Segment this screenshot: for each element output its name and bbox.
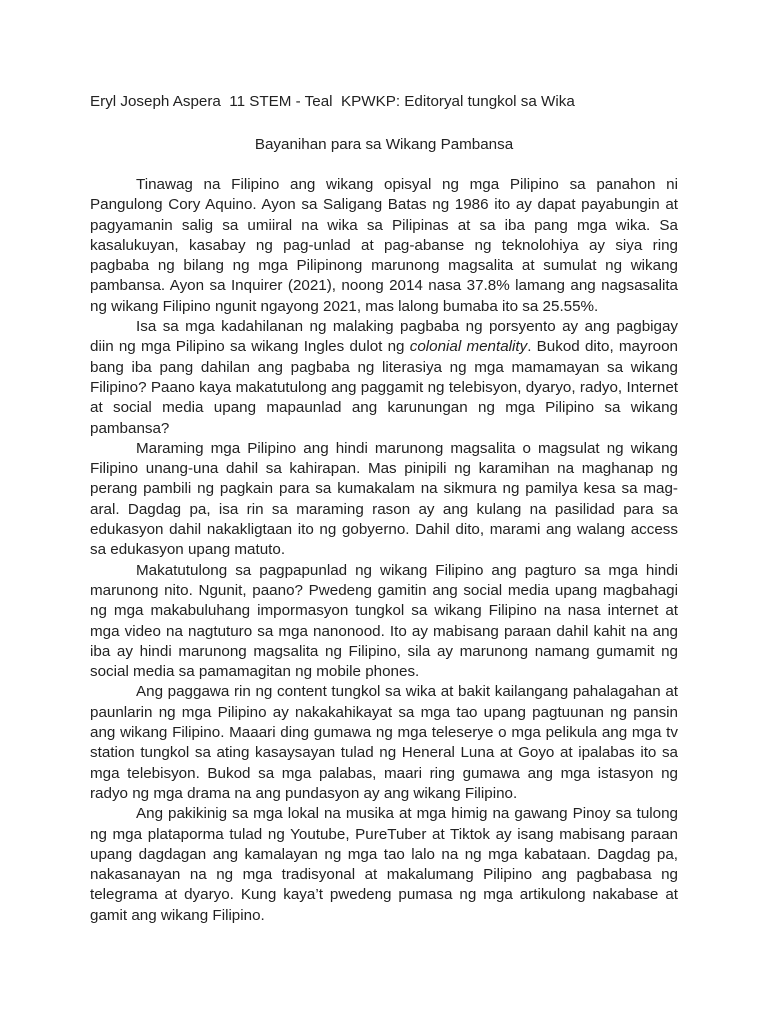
paragraph-3: Maraming mga Pilipino ang hindi marunong magsalita o magsulat ng wikang Filipino unang-una dahil sa kahirapan. Mas pinipili ng karamihan na maghanap ng perang pambili ng pagkain para sa kumakalam na sikmura ng pamilya kesa sa mag-aral. Dagdag pa, isa rin sa maraming rason ay ang kulang na pasilidad para sa edukasyon dahil nakakligtaan ito ng gobyerno. Dahil dito, marami ang walang access sa edukasyon upang matuto. [90,439,678,559]
paragraph-2 [90,317,678,439]
document-title: Bayanihan para sa Wikang Pambansa [254,136,514,153]
document-header: Eryl Joseph Aspera 11 STEM - Teal KPWKP: Editoryal tungkol sa Wika [90,93,575,110]
paragraph-6: Ang pakikinig sa mga lokal na musika at mga himig na gawang Pinoy sa tulong ng mga plataporma tulad ng Youtube, PureTuber at Tiktok ay isang mabisang paraan upang dagdagan ang kamalayan ng mga tao lalo na ng mga kabataan. Dagdag pa, nakasanayan na ng mga tradisyonal at makalumang Pilipino ang pagbabasa ng telegrama at dyaryo. Kung kaya’t pwedeng pumasa ng mga artikulong nakabase at gamit ang wikang Filipino. [90,805,678,924]
paragraph-5: Ang paggawa rin ng content tungkol sa wika at bakit kailangang pahalagahan at paunlarin ng mga Pilipino ay nakakahikayat sa mga tao upang pagtuunan ng pansin ang wikang Filipino. Maaari ding gumawa ng mga teleserye o mga pelikula ang mga tv station tungkol sa ating kasaysayan tulad ng Heneral Luna at Goyo at ipalabas ito sa mga telebisyon. Bukod sa mga palabas, maari ring gumawa ang mga istasyon ng radyo ng mga drama na ang pundasyon ay ang wikang Filipino. [90,683,678,802]
paragraph-2-end: . Bukod dito, mayroon bang iba pang dahilan ang pagbaba ng literasiya ng mga mamamayan sa wikang Filipino? Paano kaya makatutulong ang paggamit ng telebisyon, dyaryo, radyo, Internet at social media upang mapaunlad ang karunungan ng mga Pilipino sa wikang pambansa? [90,338,678,437]
document-page [90,92,678,926]
paragraph-1: Tinawag na Filipino ang wikang opisyal ng mga Pilipino sa panahon ni Pangulong Cory Aquino. Ayon sa Saligang Batas ng 1986 ito ay dapat payabungin at pagyamanin salig sa umiiral na wika sa Pilipinas at sa iba pang mga wika. Sa kasalukuyan, kasabay ng pag-unlad at pag-abanse ng teknolohiya ay siya ring pagbaba ng bilang ng mga Pilipinong marunong magsalita at sumulat ng wikang pambansa. Ayon sa Inquirer (2021), noong 2014 nasa 37.8% lamang ang nagsasalita ng wikang Filipino ngunit ngayong 2021, mas lalong bumaba ito sa 25.55%. [90,176,678,315]
paragraph-4: Makatutulong sa pagpapunlad ng wikang Filipino ang pagturo sa mga hindi marunong nito. Ngunit, paano? Pwedeng gamitin ang social media upang magbahagi ng mga makabuluhang impormasyon tungkol sa wikang Filipino na nasa internet at mga video na nagtuturo sa mga nanonood. Ito ay mabisang paraan dahil kahit na ang iba ay hindi marunong magsalita ng Filipino, sila ay marunong namang gumamit ng social media sa pamamagitan ng mobile phones. [90,561,678,681]
document-body [90,175,678,926]
paragraph-2-start: Isa sa mga kadahilanan ng malaking pagbaba ng porsyento ay ang pagbigay diin ng mga Pilipino sa wikang Ingles dulot ng [90,318,678,356]
paragraph-2-emphasis: colonial mentality [409,338,528,356]
